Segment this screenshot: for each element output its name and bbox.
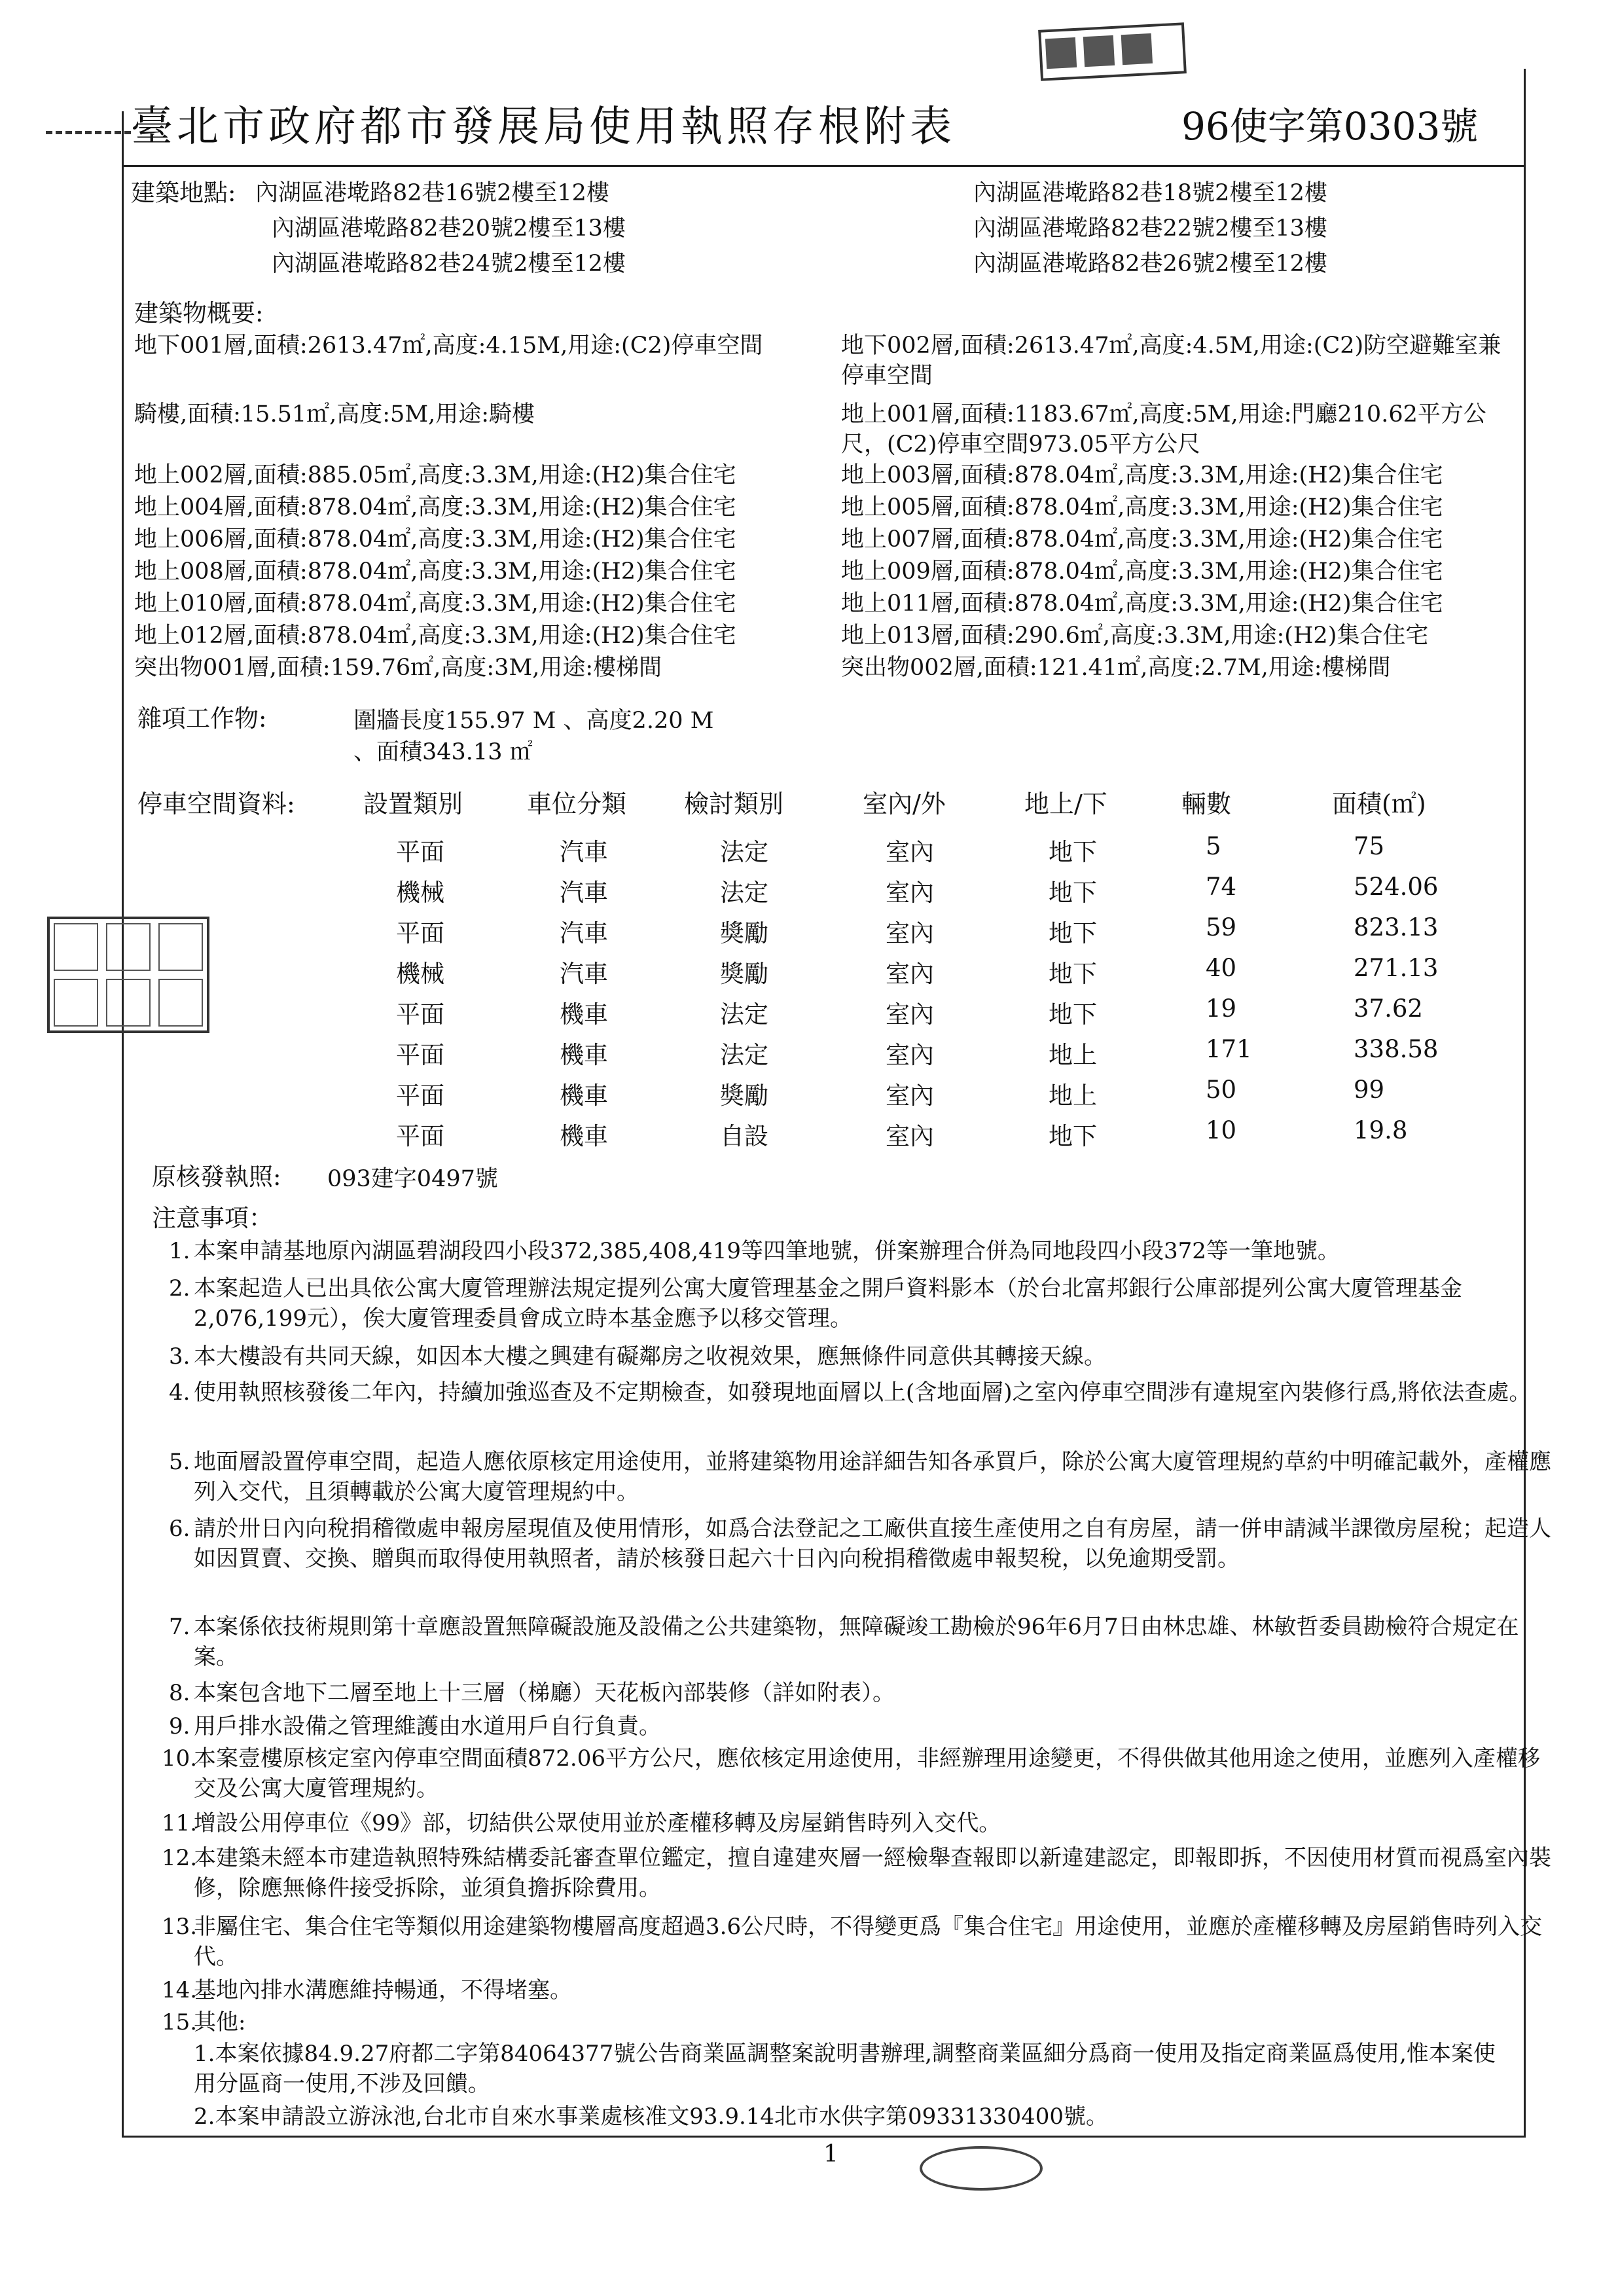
floor-entry: 地下001層,面積:2613.47㎡,高度:4.15M,用途:(C2)停車空間 [134, 333, 763, 359]
parking-cell: 汽車 [560, 960, 608, 988]
floor-entry: 地上006層,面積:878.04㎡,高度:3.3M,用途:(H2)集合住宅 [134, 526, 736, 553]
parking-header: 輛數 [1181, 790, 1232, 818]
parking-cell: 171 [1206, 1035, 1252, 1063]
note-text: 增設公用停車位《99》部，切結供公眾使用並於產權移轉及房屋銷售時列入交代。 [194, 1810, 1001, 1836]
parking-cell: 平面 [396, 838, 444, 866]
note-number: 10. [162, 1745, 198, 1772]
parking-cell: 99 [1354, 1076, 1385, 1104]
parking-cell: 74 [1206, 873, 1237, 901]
parking-cell: 機車 [560, 1122, 608, 1150]
note-number: 5. [169, 1449, 190, 1475]
parking-cell: 地下 [1049, 879, 1097, 907]
parking-cell: 法定 [720, 838, 768, 866]
note-text: 用戶排水設備之管理維護由水道用戶自行負責。 [194, 1713, 661, 1740]
page-number: 1 [823, 2141, 838, 2168]
note-other-item: 1.本案依據84.9.27府都二字第84064377號公告商業區調整案說明書辦理,調整商業區細分爲商一使用及指定商業區爲使用,惟本案使用分區商一使用,不涉及回饋。 [194, 2041, 1496, 2097]
parking-cell: 室內 [886, 1122, 934, 1150]
parking-cell: 室內 [886, 838, 934, 866]
site-address: 內湖區港墘路82巷24號2樓至12樓 [272, 251, 626, 277]
parking-cell: 室內 [886, 1082, 934, 1110]
note-text: 本案包含地下二層至地上十三層（梯廳）天花板內部裝修（詳如附表）。 [194, 1680, 895, 1706]
parking-cell: 室內 [886, 1000, 934, 1029]
parking-cell: 50 [1206, 1076, 1237, 1104]
parking-header: 車位分類 [527, 790, 627, 818]
site-address: 內湖區港墘路82巷26號2樓至12樓 [973, 251, 1327, 277]
parking-cell: 地下 [1049, 1122, 1097, 1150]
note-text: 本案壹樓原核定室內停車空間面積872.06平方公尺，應依核定用途使用，非經辦理用途變更，不得供做其他用途之使用，並應列入產權移交及公寓大廈管理規約。 [194, 1745, 1540, 1802]
parking-cell: 19 [1206, 994, 1237, 1023]
parking-cell: 法定 [720, 1041, 768, 1069]
note-number: 11. [162, 1810, 198, 1836]
floor-entry: 地上004層,面積:878.04㎡,高度:3.3M,用途:(H2)集合住宅 [134, 494, 736, 520]
parking-cell: 19.8 [1354, 1116, 1408, 1144]
parking-cell: 地上 [1049, 1041, 1097, 1069]
floor-entry: 突出物002層,面積:121.41㎡,高度:2.7M,用途:樓梯間 [841, 655, 1391, 681]
parking-header: 設置類別 [363, 790, 463, 818]
parking-cell: 地下 [1049, 960, 1097, 988]
site-label: 建築地點: [131, 179, 236, 207]
note-text: 非屬住宅、集合住宅等類似用途建築物樓層高度超過3.6公尺時，不得變更爲『集合住宅』用途使用，並應於產權移轉及房屋銷售時列入交代。 [194, 1914, 1543, 1970]
parking-cell: 地下 [1049, 1000, 1097, 1029]
note-number: 3. [169, 1343, 190, 1370]
parking-cell: 地上 [1049, 1082, 1097, 1110]
note-number: 2. [169, 1275, 190, 1302]
floor-entry: 地上005層,面積:878.04㎡,高度:3.3M,用途:(H2)集合住宅 [841, 494, 1443, 520]
parking-cell: 37.62 [1354, 994, 1423, 1023]
parking-cell: 汽車 [560, 879, 608, 907]
parking-cell: 271.13 [1354, 954, 1439, 982]
parking-cell: 獎勵 [720, 1082, 768, 1110]
seal-stamp-side [47, 917, 209, 1033]
original-permit-label: 原核發執照: [152, 1163, 281, 1191]
floor-entry: 地下002層,面積:2613.47㎡,高度:4.5M,用途:(C2)防空避難室兼停車空間 [841, 333, 1501, 389]
parking-cell: 75 [1354, 832, 1385, 860]
parking-header: 面積(㎡) [1332, 790, 1426, 818]
misc-line: 圍牆長度155.97 M 、高度2.20 M [353, 708, 714, 734]
frame-top-border [122, 165, 1526, 167]
note-text: 請於卅日內向稅捐稽徵處申報房屋現值及使用情形，如爲合法登記之工廠供直接生產使用之自有房屋，請一併申請減半課徵房屋稅；起造人如因買賣、交換、贈與而取得使用執照者，請於核發日起六十日內向稅捐稽徵處申報契稅，以免逾期受罰。 [194, 1516, 1551, 1572]
parking-cell: 自設 [720, 1122, 768, 1150]
permit-number: 96使字第0303號 [1181, 104, 1479, 149]
parking-cell: 室內 [886, 1041, 934, 1069]
parking-cell: 地下 [1049, 838, 1097, 866]
parking-cell: 平面 [396, 1122, 444, 1150]
note-text: 本大樓設有共同天線，如因本大樓之興建有礙鄰房之收視效果，應無條件同意供其轉接天線。 [194, 1343, 1106, 1370]
note-other-item: 2.本案申請設立游泳池,台北市自來水事業處核准文93.9.14北市水供字第09331330400號。 [194, 2104, 1108, 2130]
parking-cell: 平面 [396, 1041, 444, 1069]
parking-cell: 5 [1206, 832, 1221, 860]
frame-left-border [122, 111, 124, 2138]
floor-entry: 地上011層,面積:878.04㎡,高度:3.3M,用途:(H2)集合住宅 [841, 591, 1443, 617]
floor-entry: 地上010層,面積:878.04㎡,高度:3.3M,用途:(H2)集合住宅 [134, 591, 736, 617]
parking-header: 地上/下 [1024, 790, 1107, 818]
note-text: 地面層設置停車空間，起造人應依原核定用途使用，並將建築物用途詳細告知各承買戶，除於公寓大廈管理規約草約中明確記載外，產權應列入交代，且須轉載於公寓大廈管理規約中。 [194, 1449, 1551, 1505]
parking-cell: 法定 [720, 1000, 768, 1029]
parking-cell: 338.58 [1354, 1035, 1439, 1063]
original-permit-value: 093建字0497號 [327, 1166, 498, 1192]
parking-cell: 室內 [886, 960, 934, 988]
parking-cell: 獎勵 [720, 919, 768, 947]
parking-cell: 機械 [396, 879, 444, 907]
seal-stamp-top [1038, 22, 1187, 81]
floor-entry: 突出物001層,面積:159.76㎡,高度:3M,用途:樓梯間 [134, 655, 662, 681]
parking-cell: 機車 [560, 1082, 608, 1110]
site-address: 內湖區港墘路82巷18號2樓至12樓 [973, 180, 1327, 206]
floor-entry: 騎樓,面積:15.51㎡,高度:5M,用途:騎樓 [134, 401, 535, 428]
note-text: 本案係依技術規則第十章應設置無障礙設施及設備之公共建築物，無障礙竣工勘檢於96年6月7日由林忠雄、林敏哲委員勘檢符合規定在案。 [194, 1614, 1519, 1670]
floor-entry: 地上001層,面積:1183.67㎡,高度:5M,用途:門廳210.62平方公尺，(C2)停車空間973.05平方公尺 [841, 401, 1486, 458]
parking-cell: 平面 [396, 919, 444, 947]
parking-cell: 室內 [886, 919, 934, 947]
note-text: 本案申請基地原內湖區碧湖段四小段372,385,408,419等四筆地號，併案辦理合併為同地段四小段372等一筆地號。 [194, 1238, 1340, 1264]
floor-entry: 地上002層,面積:885.05㎡,高度:3.3M,用途:(H2)集合住宅 [134, 462, 736, 488]
note-number: 9. [169, 1713, 190, 1740]
floor-entry: 地上013層,面積:290.6㎡,高度:3.3M,用途:(H2)集合住宅 [841, 623, 1429, 649]
parking-cell: 機車 [560, 1000, 608, 1029]
site-address: 內湖區港墘路82巷16號2樓至12樓 [255, 180, 609, 206]
floor-entry: 地上007層,面積:878.04㎡,高度:3.3M,用途:(H2)集合住宅 [841, 526, 1443, 553]
parking-cell: 平面 [396, 1082, 444, 1110]
floor-entry: 地上012層,面積:878.04㎡,高度:3.3M,用途:(H2)集合住宅 [134, 623, 736, 649]
note-text: 本建築未經本市建造執照特殊結構委託審查單位鑑定，擅自違建夾層一經檢舉查報即以新違建認定，即報即拆，不因使用材質而視爲室內裝修，除應無條件接受拆除，並須負擔拆除費用。 [194, 1845, 1551, 1901]
parking-cell: 524.06 [1354, 873, 1439, 901]
note-number: 14. [162, 1977, 198, 2003]
note-number: 4. [169, 1379, 190, 1406]
parking-cell: 法定 [720, 879, 768, 907]
note-number: 7. [169, 1614, 190, 1640]
overview-label: 建築物概要: [134, 299, 264, 327]
note-text: 本案起造人已出具依公寓大廈管理辦法規定提列公寓大廈管理基金之開戶資料影本（於台北富邦銀行公庫部提列公寓大廈管理基金2,076,199元），俟大廈管理委員會成立時本基金應予以移交管理。 [194, 1275, 1462, 1332]
floor-entry: 地上009層,面積:878.04㎡,高度:3.3M,用途:(H2)集合住宅 [841, 558, 1443, 585]
parking-cell: 汽車 [560, 919, 608, 947]
parking-cell: 獎勵 [720, 960, 768, 988]
handwritten-mark [46, 131, 131, 149]
note-number: 15. [162, 2009, 198, 2035]
parking-cell: 40 [1206, 954, 1237, 982]
floor-entry: 地上003層,面積:878.04㎡,高度:3.3M,用途:(H2)集合住宅 [841, 462, 1443, 488]
parking-label: 停車空間資料: [137, 790, 295, 818]
parking-cell: 平面 [396, 1000, 444, 1029]
parking-cell: 機車 [560, 1041, 608, 1069]
note-number: 1. [169, 1238, 190, 1264]
note-number: 12. [162, 1845, 198, 1871]
parking-cell: 室內 [886, 879, 934, 907]
parking-cell: 機械 [396, 960, 444, 988]
parking-cell: 59 [1206, 913, 1237, 941]
frame-bottom-border [122, 2136, 1526, 2138]
seal-oval [920, 2146, 1043, 2191]
page-title: 臺北市政府都市發展局使用執照存根附表 [131, 103, 956, 151]
note-number: 13. [162, 1914, 198, 1940]
notes-label: 注意事項： [152, 1204, 273, 1232]
misc-label: 雜項工作物: [137, 704, 267, 733]
misc-line: 、面積343.13 ㎡ [353, 739, 533, 765]
note-text: 基地內排水溝應維持暢通，不得堵塞。 [194, 1977, 572, 2003]
parking-header: 檢討類別 [684, 790, 784, 818]
parking-cell: 地下 [1049, 919, 1097, 947]
parking-header: 室內/外 [863, 790, 946, 818]
site-address: 內湖區港墘路82巷20號2樓至13樓 [272, 215, 626, 242]
site-address: 內湖區港墘路82巷22號2樓至13樓 [973, 215, 1327, 242]
parking-cell: 823.13 [1354, 913, 1439, 941]
floor-entry: 地上008層,面積:878.04㎡,高度:3.3M,用途:(H2)集合住宅 [134, 558, 736, 585]
note-number: 6. [169, 1516, 190, 1542]
note-text: 使用執照核發後二年內，持續加強巡查及不定期檢查，如發現地面層以上(含地面層)之室內停車空間涉有違規室內裝修行爲,將依法查處。 [194, 1379, 1532, 1406]
parking-cell: 10 [1206, 1116, 1237, 1144]
parking-cell: 汽車 [560, 838, 608, 866]
note-number: 8. [169, 1680, 190, 1706]
note-text: 其他: [194, 2009, 246, 2035]
